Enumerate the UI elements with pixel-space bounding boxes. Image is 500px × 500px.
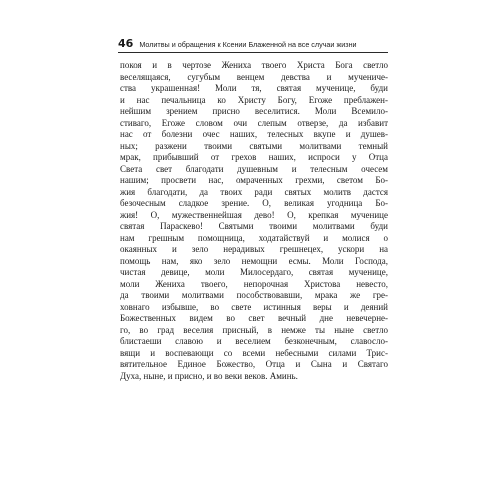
- running-header: [118, 37, 388, 51]
- text-line: ных; разжени твоими святыми молитвами темный: [120, 140, 388, 151]
- prayer-text: [120, 60, 388, 382]
- header-divider: [118, 52, 388, 53]
- text-line: нам грешным помощница, ходатайствуй и молися о: [120, 232, 388, 243]
- page-number: 46: [118, 37, 134, 50]
- text-line: ховнаго избывше, во свете истинныя веры и деяний: [120, 301, 388, 312]
- text-line: нашим; просвети нас, омраченных грехми, светом Бо-: [120, 175, 388, 185]
- text-line: мрак, прибывший от грехов наших, испроси у Отца: [120, 152, 388, 162]
- text-line: ства украшенная! Моли тя, святая мученице, буди: [120, 83, 388, 93]
- text-line: вятительное Единое Божество, Отца и Сына и Святаго: [120, 359, 388, 369]
- text-line: Света свет благодати душевным и телесным очесем: [120, 163, 388, 174]
- text-line: жия благодати, да твоих ради святых молитв дастся: [120, 186, 388, 197]
- text-line: веселящаяся, сугубым венцем девства и мучениче-: [120, 71, 388, 82]
- text-line: помощь нам, яко зело немощни есмы. Моли Господа,: [120, 255, 388, 266]
- book-title: Молитвы и обращения к Ксении Блаженной на все случаи жизни: [139, 40, 357, 49]
- text-line: го, во град веселия присный, в немже ты ныне светло: [120, 324, 388, 335]
- text-line: Духа, ныне, и присно, и во веки веков. Аминь.: [120, 370, 298, 381]
- text-line: Божественных видем во свет вечный дне невечерне-: [120, 313, 388, 323]
- text-line: и нас печальница ко Христу Богу, Егоже преблажен-: [120, 94, 388, 105]
- text-line: покоя и в чертозе Жениха твоего Христа Бога светло: [120, 60, 388, 70]
- text-line: чистая девице, моли Милосердаго, святая мученице,: [120, 267, 388, 277]
- text-line: да твоими молитвами пособствовавши, мрака же гре-: [120, 290, 388, 300]
- text-line: нейшим зрением присно веселитися. Моли Всемило-: [120, 106, 388, 116]
- text-line: нас от болезни очес наших, телесных вкупе и душев-: [120, 129, 388, 139]
- text-line: безочесным сладкое зрение. О, великая угодница Бо-: [120, 198, 388, 208]
- text-line: жия! О, мужественнейшая дево! О, крепкая мученице: [120, 209, 388, 220]
- text-line: стиваго, Егоже словом очи слепым отверзе, да избавит: [120, 117, 388, 128]
- text-line: окаянных и зело нерадивых грешнецех, ускори на: [120, 244, 388, 254]
- text-line: вящи и воспевающи со всеми небесными силами Трис-: [120, 347, 388, 358]
- text-line: святая Параскево! Святыми твоими молитвами буди: [120, 221, 388, 231]
- text-line: моли Жениха твоего, непорочная Христова невесто,: [120, 278, 388, 289]
- text-line: блистаеши славою и веселием безконечным, славосло-: [120, 336, 388, 346]
